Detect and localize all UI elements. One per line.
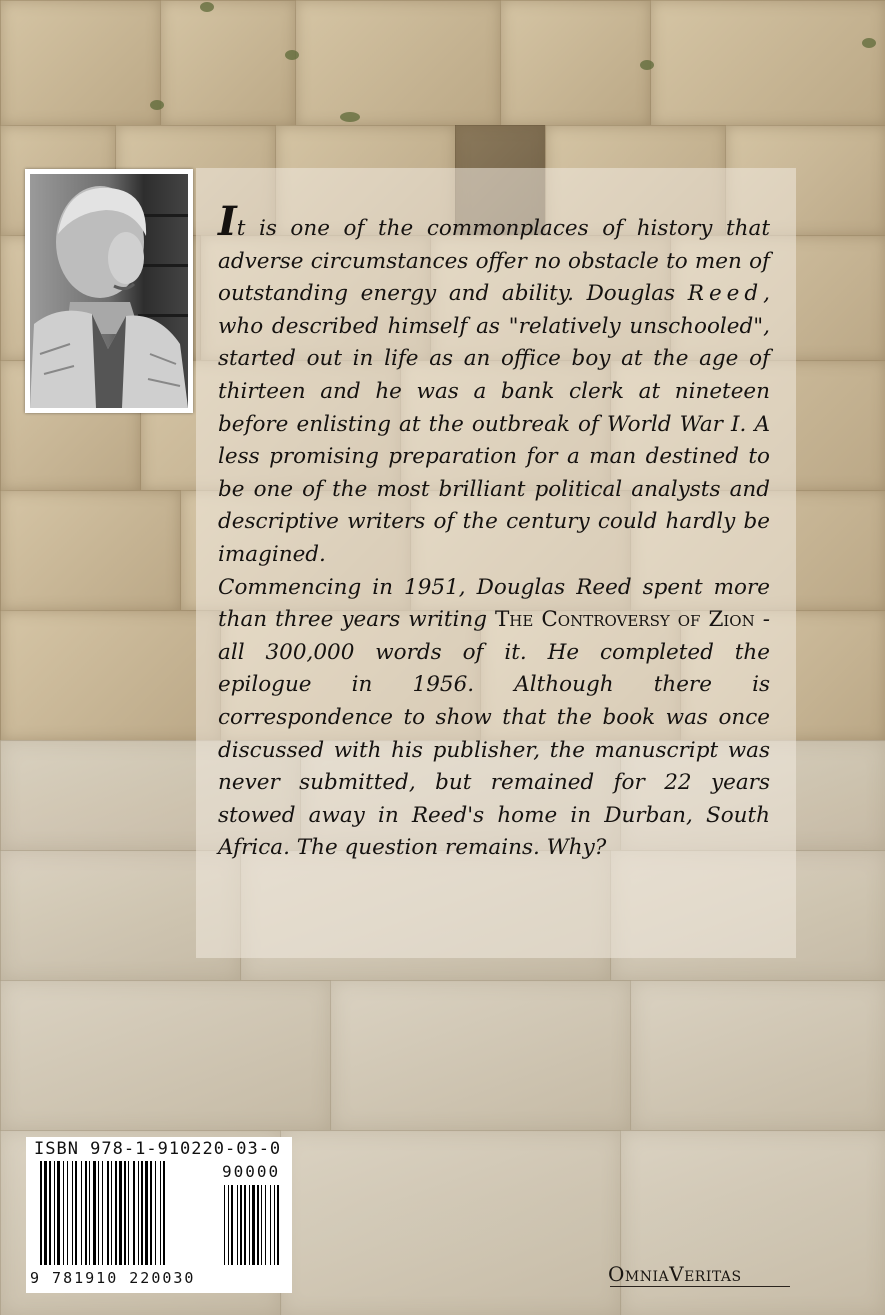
moss-patch	[285, 50, 299, 60]
wall-stone	[0, 610, 222, 742]
barcode-bar	[107, 1161, 109, 1265]
publisher-logo: OmniaVeritas	[608, 1262, 742, 1286]
barcode-bar	[54, 1161, 55, 1265]
barcode-bar	[57, 1161, 60, 1265]
moss-patch	[150, 100, 164, 110]
barcode-bar	[128, 1161, 129, 1265]
barcode-addon-bar	[261, 1185, 262, 1265]
moss-patch	[862, 38, 876, 48]
barcode-addon-bar	[231, 1185, 233, 1265]
barcode-bar	[89, 1161, 90, 1265]
barcode-addon-bar	[249, 1185, 250, 1265]
wall-stone	[160, 0, 297, 127]
barcode-bar	[63, 1161, 64, 1265]
floor-slab	[630, 980, 885, 1132]
barcode-addon-bar	[277, 1185, 279, 1265]
wall-stone	[650, 0, 885, 127]
barcode-bar	[85, 1161, 87, 1265]
wall-stone	[295, 0, 502, 127]
barcode-bar	[49, 1161, 51, 1265]
blurb-text: , who described himself as "relatively unschooled", started out in life as an office boy at the age of thirteen and he was a bank clerk at nineteen before enlisting at the outbreak of World War I. A less promising preparation for a man destined to be one of the most brilliant political analysts and descriptive writers of the century could hardly be imagined.	[218, 281, 770, 567]
blurb-text: - all 300,000 words of it. He completed the epilogue in 1956. Although there is correspondence to show that the book was once discussed with his publisher, the manuscript was never submitted, but remained for 22 years stowed away in Reed's home in Durban, South Africa. The question remains. Why?	[218, 607, 770, 861]
book-title: The Controversy of Zion	[494, 607, 755, 633]
floor-slab	[280, 1130, 622, 1315]
barcode-addon-bar	[252, 1185, 255, 1265]
barcode-bar	[44, 1161, 47, 1265]
barcode-bar	[150, 1161, 152, 1265]
blurb-text: Commencing in 1951, Douglas Reed spent more than three years writing	[218, 574, 770, 633]
floor-slab	[620, 1130, 885, 1315]
barcode-addon-bar	[244, 1185, 246, 1265]
barcode-bar	[145, 1161, 148, 1265]
barcode-bar	[115, 1161, 117, 1265]
wall-stone	[500, 0, 652, 127]
barcode-addon-bar	[265, 1185, 266, 1265]
isbn-number: ISBN 978-1-910220-03-0	[34, 1139, 282, 1159]
barcode-bar	[133, 1161, 135, 1265]
wall-stone	[0, 490, 182, 612]
blurb-paragraph-2	[218, 572, 770, 865]
barcode-bar	[40, 1161, 42, 1265]
barcode-bar	[102, 1161, 103, 1265]
moss-patch	[640, 60, 654, 70]
barcode-addon-bar	[228, 1185, 229, 1265]
barcode-bar	[138, 1161, 139, 1265]
author-photo-frame	[25, 169, 193, 413]
barcode-addon-bar	[224, 1185, 225, 1265]
author-portrait-figure	[30, 174, 188, 408]
barcode-bar	[124, 1161, 126, 1265]
barcode-bar	[155, 1161, 156, 1265]
floor-slab	[330, 980, 632, 1132]
barcode-addon-bar	[237, 1185, 238, 1265]
isbn-barcode	[26, 1137, 292, 1293]
moss-patch	[200, 2, 214, 12]
drop-cap: I	[218, 198, 237, 245]
moss-patch	[340, 112, 360, 122]
barcode-bar	[141, 1161, 143, 1265]
barcode-bar	[75, 1161, 77, 1265]
publisher-logo-rule	[610, 1286, 790, 1287]
back-cover-blurb	[218, 198, 770, 865]
blurb-text: t is one of the commonplaces of history that adverse circumstances offer no obstacle to men of outstanding energy and ability. Douglas	[218, 216, 770, 307]
blurb-paragraph-1	[218, 198, 770, 572]
barcode-addon-bar	[270, 1185, 271, 1265]
wall-stone	[0, 0, 162, 127]
barcode-bar	[111, 1161, 112, 1265]
barcode-addon-bar	[240, 1185, 242, 1265]
barcode-bars	[40, 1161, 300, 1273]
barcode-bar	[67, 1161, 68, 1265]
author-name: Reed	[687, 281, 764, 307]
barcode-addon-bar	[274, 1185, 275, 1265]
barcode-addon-digits: 90000	[222, 1162, 281, 1181]
barcode-bar	[119, 1161, 122, 1265]
author-photo	[30, 174, 188, 408]
barcode-bar	[163, 1161, 165, 1265]
barcode-bar	[72, 1161, 73, 1265]
ean-digits: 9 781910 220030	[30, 1269, 196, 1287]
barcode-bar	[160, 1161, 161, 1265]
barcode-addon-bar	[257, 1185, 259, 1265]
floor-slab	[0, 980, 332, 1132]
barcode-bar	[98, 1161, 99, 1265]
barcode-bar	[93, 1161, 96, 1265]
barcode-bar	[81, 1161, 82, 1265]
